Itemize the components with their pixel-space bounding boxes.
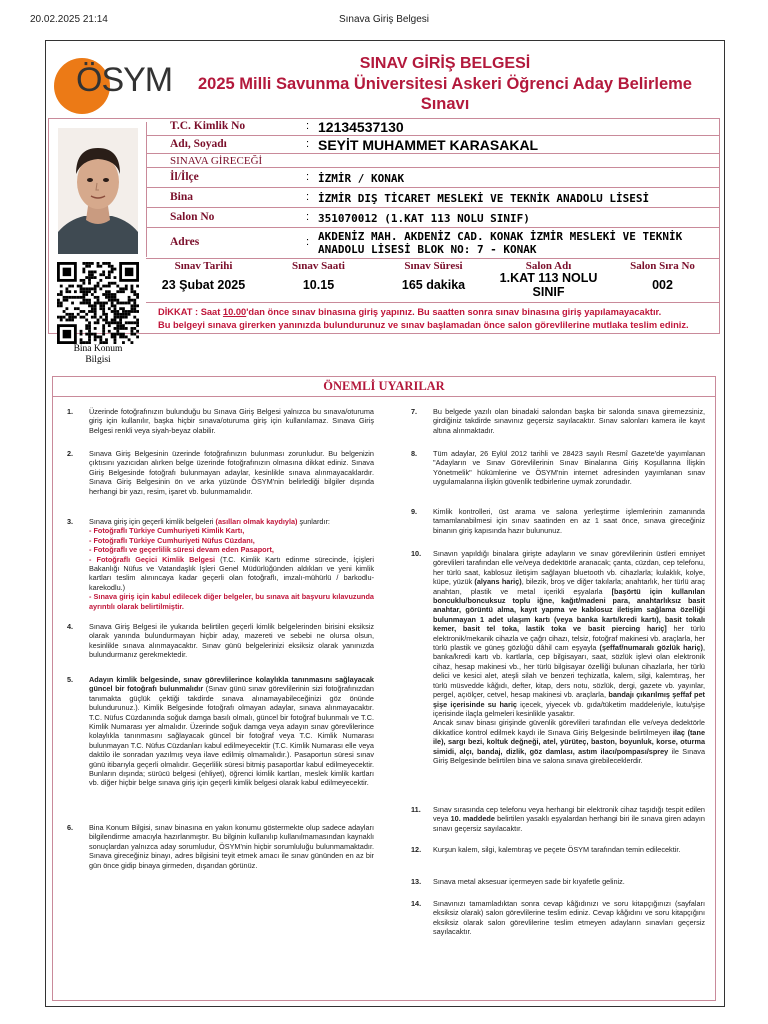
warnings-title: ÖNEMLİ UYARILAR <box>53 379 715 397</box>
tc-row <box>146 118 720 136</box>
notice-time: 10.00 <box>222 307 247 317</box>
warning-text: Bu belgede yazılı olan binadaki salondan başka bir salonda sınava giremezsiniz, girdiğiniz takdirde sınavınız geçersiz sayılacaktır. Sınav salonları kamera ile kayıt altına alınmaktadır. <box>433 407 705 435</box>
warning-text: Sınava Giriş Belgesinin üzerinde fotoğrafınızın bulunması zorunludur. Bu belgenizin çıktısını yazıcıdan alırken belge üzerinde fotoğrafınızın olmasına dikkat ediniz. Sınava Giriş Belgesinde fotoğrafı bulunmayan adaylar, kesinlikle sınava alınmayacaklardır. Sınava Giriş Belgesinin ön ve arka yüzünde ÖSYM'nin belirlediği bilgiler dışında herhangi bir yazı, resim, işaret vb. bulunmamalıdır. <box>89 449 374 496</box>
warning-number: 2. <box>67 449 74 458</box>
room-value: 351070012 (1.KAT 113 NOLU SINIF) <box>318 212 530 225</box>
candidate-photo-image <box>58 128 138 254</box>
warning-number: 12. <box>411 845 422 854</box>
attention-notice <box>146 302 720 335</box>
document-header <box>175 54 715 114</box>
warning-number: 8. <box>411 449 418 458</box>
notice-line2: Bu belgeyi sınava girerken yanınızda bulundurunuz ve sınav başlamadan önce salon görevlilerine mutlaka teslim ediniz. <box>158 320 689 330</box>
warning-text: Kurşun kalem, silgi, kalemtıraş ve peçete ÖSYM tarafından temin edilecektir. <box>433 845 681 854</box>
warning-item <box>67 622 374 660</box>
building-label: Bina <box>170 191 194 203</box>
name-value: SEYİT MUHAMMET KARASAKAL <box>318 137 539 153</box>
colon: : <box>306 120 310 132</box>
qr-caption-line2: Bilgisi <box>85 355 111 365</box>
city-value: İZMİR / KONAK <box>318 172 405 185</box>
id-type-note: - Sınava giriş için kabul edilecek diğer belgeler, bu sınava ait başvuru kılavuzunda ayrıntılı olarak belirtilmiştir. <box>89 592 374 611</box>
warning-text: Sınava metal aksesuar içermeyen sade bir kıyafetle geliniz. <box>433 877 625 886</box>
warning-text: her türlü elektronik/mekanik cihazla ve çağrı cihazı, telsiz, fotoğraf makinesi vb. araçlarla, her türlü plastik ve güneş gözlüğü dâhil cam eşyayla <box>433 624 706 653</box>
warning-text: Ancak sınav binası girişinde güvenlik görevlileri tarafından elle ve/veya dedektörle dikkatlice kontrol edilmek kaydı ile Sınava Giriş Belgesinde belirtilmeyen <box>433 718 705 737</box>
exam-name <box>175 74 715 114</box>
document-title: SINAV GİRİŞ BELGESİ <box>359 55 531 72</box>
warning-text-bold: [başörtü için kullanılan boncuklu/boncuksuz toplu iğne, kağıt/madeni para, anahtarlıksız basit anahtar, görüntü alma, kayıt yapma ve kablosuz iletişim sağlama özelliği bulunmayan 1 adet ulaşım kartı (veya banka kartı/kredi kartı), basit tokalı kemer, basit tel toka, lastik toka ve basit piercing hariç] <box>433 586 706 634</box>
building-value: İZMİR DIŞ TİCARET MESLEKİ VE TEKNİK ANADOLU LİSESİ <box>318 192 650 205</box>
id-type: - Fotoğraflı Türkiye Cumhuriyeti Nüfus Cüzdanı, <box>89 535 255 545</box>
warning-text: , banka/kredi kartı vb. kartlarla, cep bilgisayarı, saat, sözlük işlevi olan elektronik cihaz, hesap makinesi vb., her türlü bilgisayar özelliği bulunan cihazlarla, her türlü delici ve kesici alet, ateşli silah ve benzeri teçhizatla, kalem, silgi, kalemtıraş, her türlü müsvedde kâğıdı, defter, kitap, ders notu, sözlük, dergi, gazete vb. yayınlar, pergel, açıölçer, cetvel, hesap makinesi vb. araçlarla, <box>433 643 705 700</box>
warning-text-bold: (şeffaf/numaralı gözlük hariç) <box>599 643 703 653</box>
warning-text: Sınav sırasında cep telefonu veya herhangi bir elektronik cihaz taşıdığı tespit edilen veya <box>433 805 705 824</box>
room-name <box>491 271 606 299</box>
important-warnings <box>52 376 716 1001</box>
warning-item <box>411 507 705 535</box>
warning-item <box>411 549 706 765</box>
room-name-line1: 1.KAT 113 NOLU <box>499 271 598 285</box>
warning-text: Sınavınızı tamamladıktan sonra cevap kâğıdınızı ve soru kitapçığınızı (sayfaları eksiksiz olarak) salon görevlilerine teslim ediniz. Cevap kâğıdını ve soru kitapçığını eksiksiz olarak salon görevlilerine teslim etmeyen adayların sınavları geçersiz sayılacaktır. <box>433 899 705 937</box>
room-name-header: Salon Adı <box>525 260 572 272</box>
qr-caption <box>50 344 146 366</box>
print-datetime: 20.02.2025 21:14 <box>30 14 108 25</box>
warning-text: Üzerinde fotoğrafınızın bulunduğu bu Sınava Giriş Belgesi yalnızca bu sınava/oturuma giriş için kullanılır, başka hiçbir sınava/oturuma giriş için kullanılamaz. Sınava Giriş Belgesi renkli veya siyah-beyaz olabilir. <box>89 407 374 435</box>
warning-item <box>411 877 705 886</box>
room-row <box>146 208 720 228</box>
date-header: Sınav Tarihi <box>174 260 233 272</box>
notice-prefix: DİKKAT : Saat <box>158 307 223 317</box>
warning-text: ile Sınava Giriş Belgesinde belirtilen bina ve salona sınava girebileceklerdir. <box>433 746 705 765</box>
id-type: - Fotoğraflı ve geçerlilik süresi devam eden Pasaport, <box>89 545 274 555</box>
name-label: Adı, Soyadı <box>170 138 227 150</box>
notice-line1 <box>158 307 661 317</box>
colon: : <box>306 171 310 183</box>
warning-item <box>411 899 705 937</box>
warning-text-bold: bandajı çıkarılmış şeffaf pet şişe içerisinde su hariç <box>433 690 705 709</box>
logo-text: ÖSYM <box>76 61 173 99</box>
room-name-line2: SINIF <box>532 285 565 299</box>
warning-text: Kimlik kontrolleri, üst arama ve salona yerleştirme işlemlerinin zamanında tamamlanabilmesi için sınav saatinden en az 1 saat önce, sınava gireceğiniz binanın giriş kapısında hazır bulununuz. <box>433 507 705 535</box>
warning-item <box>67 675 374 788</box>
building-location-qr-code[interactable] <box>57 262 139 344</box>
address-line2: ANADOLU LİSESİ BLOK NO: 7 - KONAK <box>318 243 537 256</box>
section-row <box>146 154 720 168</box>
warning-text: , bilezik, broş ve diğer takılarla; anahtarlık, her türlü araç anahtarı, plastik ve metal içerikli eşyalarla <box>433 577 706 596</box>
time-header: Sınav Saati <box>292 260 345 272</box>
warning-number: 10. <box>411 549 422 558</box>
id-type: - Fotoğraflı Geçici Kimlik Belgesi <box>89 554 216 564</box>
warning-number: 5. <box>67 675 74 684</box>
print-header <box>0 14 768 30</box>
warning-item <box>411 407 705 435</box>
warning-item <box>67 823 374 870</box>
exam-details <box>146 258 720 302</box>
warning-item <box>67 517 374 611</box>
warning-text: (T.C. Kimlik Kartı edinme sürecinde, İçişleri Bakanlığı Nüfus ve Vatandaşlık İşleri Genel Müdürlüğünden aldıkları ve yeni kimlik kartları teslim alınıncaya kadar geçerli olan fotoğraflı, imzalı-mühürlü / barkodlu-karekodlu.) <box>89 554 374 592</box>
warning-number: 9. <box>411 507 418 516</box>
duration-header: Sınav Süresi <box>404 260 463 272</box>
candidate-photo <box>58 128 138 254</box>
warning-text: şunlardır: <box>297 517 330 526</box>
seat-header: Salon Sıra No <box>630 260 695 272</box>
address-line1: AKDENİZ MAH. AKDENİZ CAD. KONAK İZMİR MESLEKİ VE TEKNİK <box>318 230 683 243</box>
warning-text-bold: 10. maddede <box>450 814 495 824</box>
warning-text: Bina Konum Bilgisi, sınav binasına en yakın konumu göstermekte olup sadece adayları bilgilendirme amacıyla hazırlanmıştır. Bu bilginin kullanılıp kullanılmamasından kaynaklı sonuçlardan yalnızca aday sorumludur, ÖSYM'nin hiçbir sorumluluğu bulunmamaktadır. Sınava gireceğiniz binayı, adres bilgisini teyit etmek amacı ile sınav gününden en az bir gün önce gidip binaya girmeden, dışarıdan görünüz. <box>89 823 374 870</box>
colon: : <box>306 211 310 223</box>
warning-number: 11. <box>411 805 421 814</box>
warning-number: 1. <box>67 407 74 416</box>
name-row <box>146 136 720 154</box>
warning-text: belirtilen yasaklı eşyalardan herhangi biri ile sınava giren adayın sınavı geçersiz sayılacaktır. <box>433 814 705 833</box>
id-type: - Fotoğraflı Türkiye Cumhuriyeti Kimlik Kartı, <box>89 526 245 536</box>
tc-value: 12134537130 <box>318 119 404 135</box>
exam-duration: 165 dakika <box>401 278 466 292</box>
colon: : <box>306 138 310 150</box>
building-row <box>146 188 720 208</box>
warning-item <box>411 845 705 854</box>
warning-item <box>67 449 374 496</box>
qr-caption-line1: Bina Konum <box>73 344 123 354</box>
warning-item <box>67 407 374 435</box>
address-label: Adres <box>170 236 200 248</box>
exam-date: 23 Şubat 2025 <box>161 278 246 292</box>
warning-item <box>411 805 705 833</box>
warning-text-bold: Adayın kimlik belgesinde, sınav görevlilerince kolaylıkla tanınmasını sağlayacak güncel bir fotoğrafı bulunmalıdır <box>89 675 374 694</box>
city-row <box>146 168 720 188</box>
warning-text: Sınava Giriş Belgesi ile yukarıda belirtilen geçerli kimlik belgelerinden birisini eksiksiz olarak yanında bulundurmayan hiçbir aday, mazereti ve sebebi ne olursa olsun, kesinlikle sınava alınmayacaktır. Sınav günü belgelerinizi eksiksiz olarak yanınızda bulundurmanız gerekmektedir. <box>89 622 374 660</box>
colon: : <box>306 236 310 248</box>
warning-number: 14. <box>411 899 422 908</box>
warning-number: 3. <box>67 517 74 526</box>
warning-text-bold: ilaç (tane ile), sargı bezi, koltuk değneği, atel, yürüteç, baston, boyunluk, korse, oturma simidi, alçı, bandaj, dizlik, göz damlası, astım ilacı/pompası/sprey <box>433 727 705 756</box>
warning-text: Sınavın yapıldığı binalara girişte adayların ve sınav görevlilerinin üstleri emniyet görevlileri tarafından elle ve/veya dedektörle aranacak; çanta, cüzdan, cep telefonu, her türlü saat, kablosuz iletişim sağlayan bluetooth vb. cihazlarla; kulaklık, kolye, küpe, yüzük <box>433 549 705 587</box>
exam-name-line2: Sınavı <box>420 95 470 113</box>
details-divider <box>146 258 720 259</box>
warning-number: 4. <box>67 622 74 631</box>
warning-number: 6. <box>67 823 74 832</box>
warning-text: Sınava giriş için geçerli kimlik belgeleri <box>89 517 216 526</box>
notice-rest: 'dan önce sınav binasına giriş yapınız. Bu saatten sonra sınav binasına giriş yapılamayacaktır. <box>246 307 662 317</box>
room-label: Salon No <box>170 211 215 223</box>
tc-label: T.C. Kimlik No <box>170 120 246 132</box>
exam-name-line1: 2025 Milli Savunma Üniversitesi Askeri Öğrenci Aday Belirleme <box>197 75 692 93</box>
warning-text-red: (asılları olmak kaydıyla) <box>215 517 298 526</box>
colon: : <box>306 191 310 203</box>
warning-text: (Sınav günü sınav görevlilerinin sizi fotoğrafınızdan tanımakta güçlük çektiği takdirde sınava alınamayabileceğinizi göz önünde bulundurunuz.). Kimlik Belgesinde fotoğrafı olmayan adaylar, sınava alınmayacaktır. T.C. Nüfus Cüzdanında soğuk damga basılı olmalı, güncel bir fotoğraf bulunmalı ve T.C. Kimlik Numarası yer almalıdır. Üzerinde soğuk damga veya adayın sınav görevlilerince kolaylıkla tanınmasını sağlayacak güncel bir fotoğraf veya T.C. Kimlik Numarası bulunmayan T.C. Nüfus Cüzdanları kabul edilmeyecektir (T.C. Kimlik Numarası elle veya daktilo ile sonradan yazılmış veya ilave edilmiş olmamalıdır.). Pasaportun süresi sınav günü itibarıyla geçerli olmalıdır. Geçerlilik süresi bitmiş pasaportlar kabul edilmeyecektir. Bunların dışında; sürücü belgesi (ehliyet), öğrenci kimlik kartları, meslek kimlik kartları vb. diğer hiçbir belge sınava giriş için geçerli kimlik belgesi olarak kabul edilmeyecektir. <box>89 684 374 788</box>
section-label: SINAVA GİRECEĞİ <box>170 155 263 167</box>
seat-number: 002 <box>652 278 673 292</box>
warning-item <box>411 449 705 487</box>
exam-time: 10.15 <box>302 278 335 292</box>
warning-text-bold: (alyans hariç) <box>474 577 522 587</box>
warning-text: içecek, yiyecek vb. gıda/tüketim maddeleriyle, kutu/şişe içerisinde ilaçla gelmeleri kesinlikle yasaktır. <box>433 699 705 718</box>
photo-area <box>48 122 147 257</box>
osym-logo <box>54 58 179 116</box>
warning-text: Tüm adaylar, 26 Eylül 2012 tarihli ve 28423 sayılı Resmî Gazete'de yayımlanan "Adayların ve Sınav Görevlilerinin Sınav Binalarına Giriş Koşullarına İlişkin Yönetmelik" hükümlerine ve ÖSYM'nin internet adresinden yayımlanan sınav uygulamalarına ilişkin güvenlik tedbirlerine uymak zorundadır. <box>433 449 705 487</box>
print-title: Sınava Giriş Belgesi <box>338 14 430 25</box>
address-row <box>146 228 720 258</box>
warning-number: 13. <box>411 877 422 886</box>
warning-number: 7. <box>411 407 418 416</box>
city-label: İl/İlçe <box>170 171 199 183</box>
